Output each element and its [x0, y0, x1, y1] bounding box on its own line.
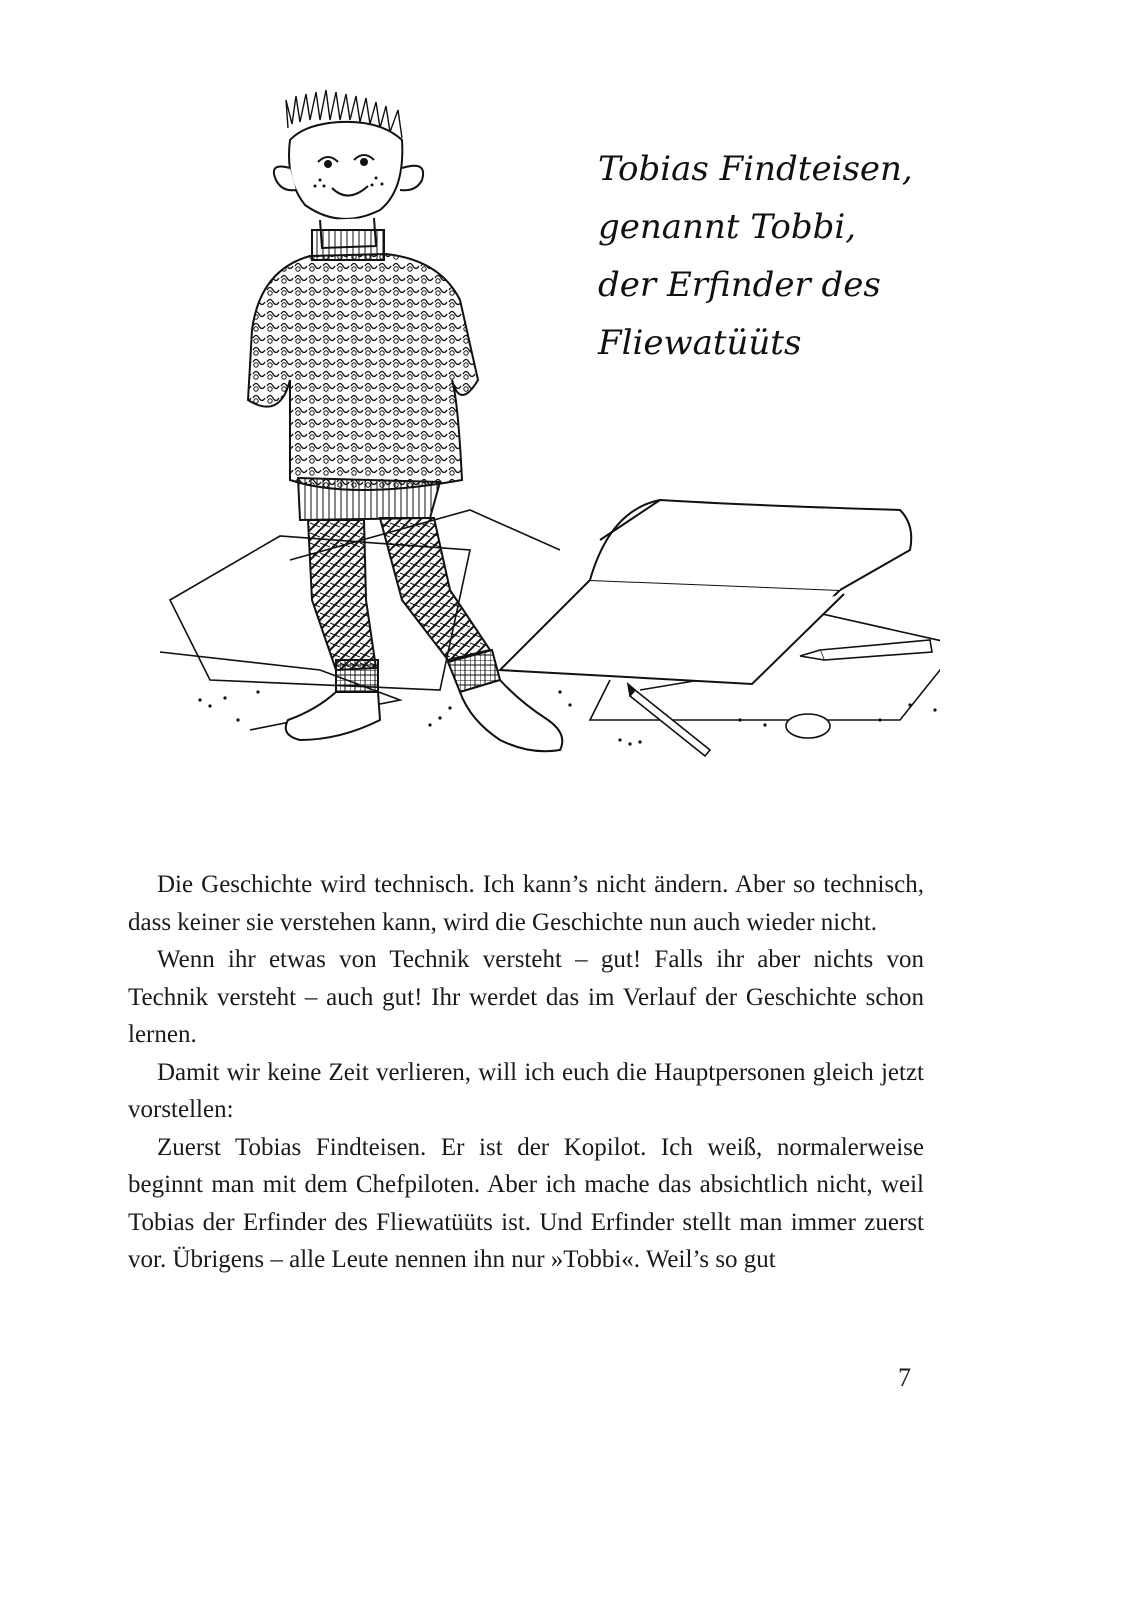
paragraph: Zuerst Tobias Findteisen. Er ist der Kopilot. Ich weiß, normalerweise beginnt man mit dem Chefpiloten. Aber ich mache das absichtlich nicht, weil Tobias der Erfinder des Fliewatüüts ist. Und Erfinder stellt man immer zuerst vor. Übrigens – alle Leute nennen ihn nur »Tobbi«. Weil’s so gut	[128, 1133, 924, 1273]
page-number: 7	[898, 1363, 911, 1392]
paragraph: Damit wir keine Zeit verlieren, will ich euch die Hauptpersonen gleich jetzt vorstellen:	[128, 1058, 924, 1123]
handwritten-caption	[598, 140, 913, 372]
caption-line: Fliewatüüts	[598, 323, 802, 363]
paragraph: Wenn ihr etwas von Technik versteht – gut! Falls ihr aber nichts von Technik versteht – auch gut! Ihr werdet das im Verlauf der Geschichte schon lernen.	[128, 946, 924, 1048]
caption-line: genannt Tobbi,	[598, 207, 857, 247]
pencil	[800, 640, 932, 660]
boy-figure	[248, 90, 562, 751]
paragraph: Die Geschichte wird technisch. Ich kann’s nicht ändern. Aber so technisch, dass keiner sie verstehen kann, wird die Geschichte nun auch wieder nicht.	[128, 871, 924, 936]
caption-line: der Erfinder des	[598, 265, 881, 305]
body-text	[128, 866, 924, 1279]
caption-line: Tobias Findteisen,	[598, 149, 913, 189]
eraser	[786, 714, 830, 738]
